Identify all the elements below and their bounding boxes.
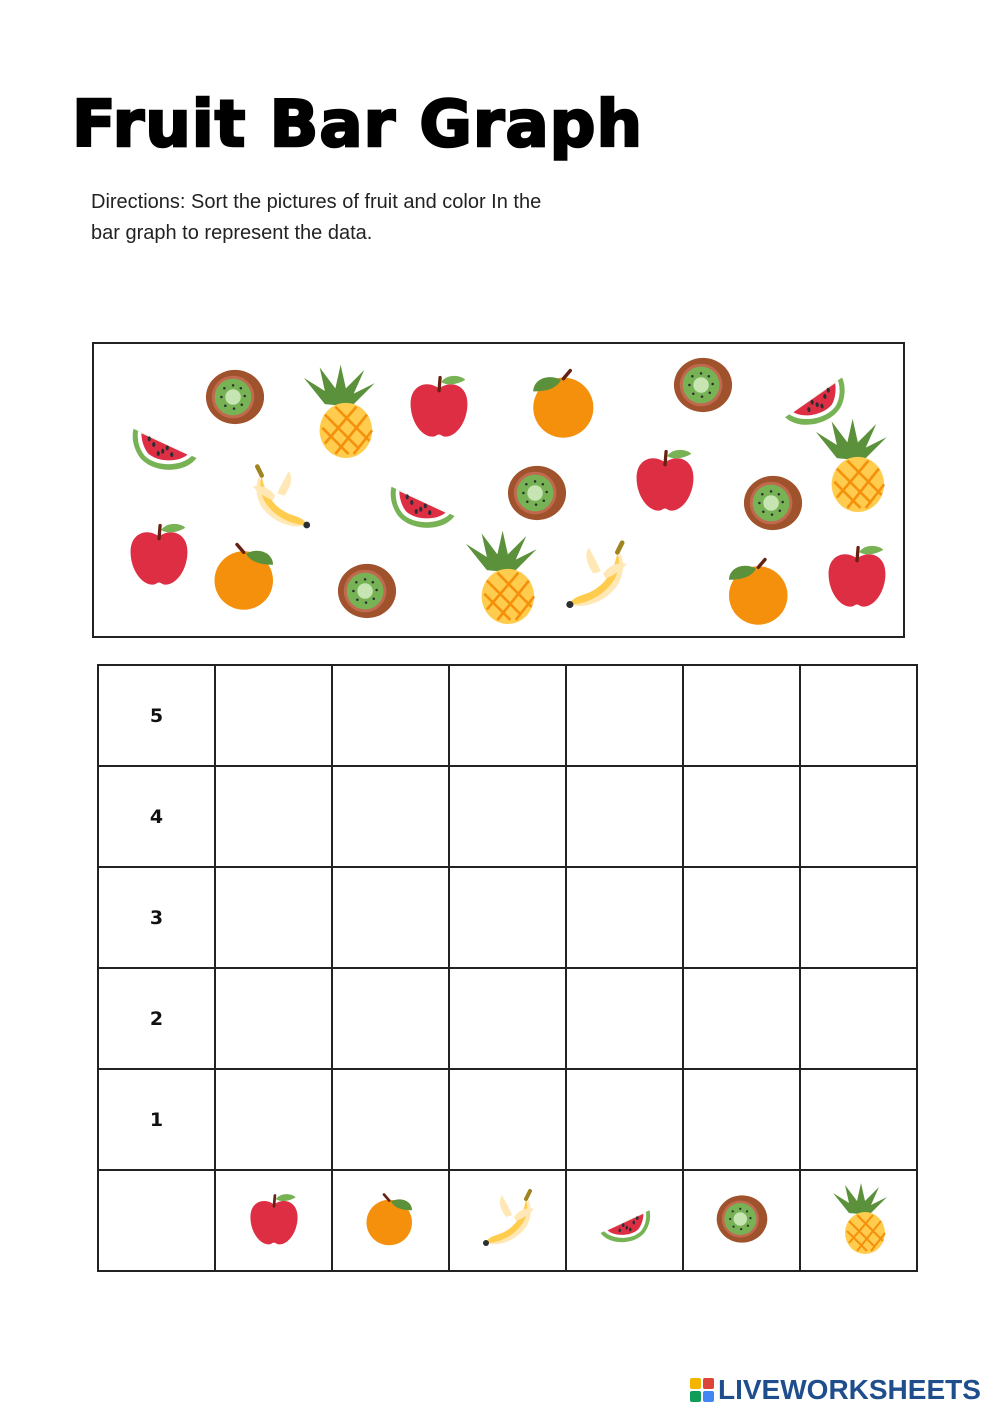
graph-cell[interactable] bbox=[800, 1069, 917, 1170]
fruit-picture-box bbox=[92, 342, 905, 638]
pineapple-icon bbox=[827, 1181, 891, 1257]
graph-cell[interactable] bbox=[332, 968, 449, 1069]
graph-cell[interactable] bbox=[566, 968, 683, 1069]
directions-text: Directions: Sort the pictures of fruit and color In the bar graph to represent the data. bbox=[91, 191, 542, 244]
brand-text: LIVEWORKSHEETS bbox=[718, 1374, 981, 1405]
y-axis-label: 5 bbox=[98, 665, 215, 766]
graph-cell[interactable] bbox=[332, 766, 449, 867]
graph-cell[interactable] bbox=[800, 968, 917, 1069]
graph-cell[interactable] bbox=[215, 867, 332, 968]
apple-icon bbox=[822, 540, 892, 612]
apple-icon bbox=[245, 1188, 303, 1250]
y-axis-label: 3 bbox=[98, 867, 215, 968]
y-axis-label: 1 bbox=[98, 1069, 215, 1170]
banana-icon bbox=[558, 538, 634, 614]
grid-row-5 bbox=[98, 665, 917, 766]
graph-cell[interactable] bbox=[215, 1069, 332, 1170]
brand-logo-square bbox=[703, 1391, 714, 1402]
graph-cell[interactable] bbox=[215, 968, 332, 1069]
brand-logo-icon bbox=[690, 1378, 714, 1402]
graph-cell[interactable] bbox=[449, 1069, 566, 1170]
apple-icon bbox=[630, 444, 700, 516]
category-apple bbox=[215, 1170, 332, 1271]
y-axis-label: 4 bbox=[98, 766, 215, 867]
banana-icon bbox=[476, 1187, 540, 1251]
brand-logo-square bbox=[690, 1378, 701, 1389]
brand-logo-square bbox=[690, 1391, 701, 1402]
watermelon-icon bbox=[588, 1191, 662, 1247]
orange-icon bbox=[524, 366, 598, 440]
category-banana bbox=[449, 1170, 566, 1271]
grid-row-4 bbox=[98, 766, 917, 867]
empty-corner-cell bbox=[98, 1170, 215, 1271]
graph-cell[interactable] bbox=[215, 766, 332, 867]
graph-cell[interactable] bbox=[683, 766, 800, 867]
pineapple-icon bbox=[808, 414, 892, 518]
pineapple-icon bbox=[458, 526, 542, 630]
orange-icon bbox=[206, 540, 286, 612]
kiwi-icon bbox=[334, 560, 400, 622]
graph-cell[interactable] bbox=[683, 1069, 800, 1170]
graph-cell[interactable] bbox=[332, 867, 449, 968]
graph-cell[interactable] bbox=[683, 867, 800, 968]
y-axis-label: 2 bbox=[98, 968, 215, 1069]
graph-cell[interactable] bbox=[566, 867, 683, 968]
graph-cell[interactable] bbox=[332, 665, 449, 766]
pineapple-icon bbox=[296, 360, 380, 464]
graph-cell[interactable] bbox=[449, 867, 566, 968]
orange-icon bbox=[720, 554, 792, 628]
graph-cell[interactable] bbox=[566, 665, 683, 766]
orange-icon bbox=[359, 1191, 423, 1247]
graph-cell[interactable] bbox=[215, 665, 332, 766]
graph-cell[interactable] bbox=[566, 1069, 683, 1170]
graph-cell[interactable] bbox=[683, 665, 800, 766]
kiwi-icon bbox=[713, 1192, 771, 1246]
category-kiwi bbox=[683, 1170, 800, 1271]
graph-cell[interactable] bbox=[800, 665, 917, 766]
graph-cell[interactable] bbox=[566, 766, 683, 867]
bar-graph-grid bbox=[97, 664, 918, 1272]
page-title: Fruit Bar Graph bbox=[72, 88, 644, 162]
grid-row-1 bbox=[98, 1069, 917, 1170]
graph-cell[interactable] bbox=[449, 766, 566, 867]
graph-cell[interactable] bbox=[449, 968, 566, 1069]
watermelon-icon bbox=[380, 462, 466, 534]
graph-cell[interactable] bbox=[800, 867, 917, 968]
graph-cell[interactable] bbox=[683, 968, 800, 1069]
category-orange bbox=[332, 1170, 449, 1271]
banana-icon bbox=[242, 462, 322, 534]
grid-row-categories bbox=[98, 1170, 917, 1271]
graph-cell[interactable] bbox=[332, 1069, 449, 1170]
apple-icon bbox=[404, 370, 474, 442]
apple-icon bbox=[124, 518, 194, 590]
kiwi-icon bbox=[504, 462, 570, 524]
graph-cell[interactable] bbox=[449, 665, 566, 766]
grid-row-3 bbox=[98, 867, 917, 968]
kiwi-icon bbox=[740, 472, 806, 534]
kiwi-icon bbox=[670, 354, 736, 416]
grid-row-2 bbox=[98, 968, 917, 1069]
category-pineapple bbox=[800, 1170, 917, 1271]
kiwi-icon bbox=[202, 366, 268, 428]
brand-logo-square bbox=[703, 1378, 714, 1389]
watermelon-icon bbox=[122, 404, 208, 476]
category-watermelon bbox=[566, 1170, 683, 1271]
graph-cell[interactable] bbox=[800, 766, 917, 867]
liveworksheets-logo bbox=[690, 1372, 981, 1408]
